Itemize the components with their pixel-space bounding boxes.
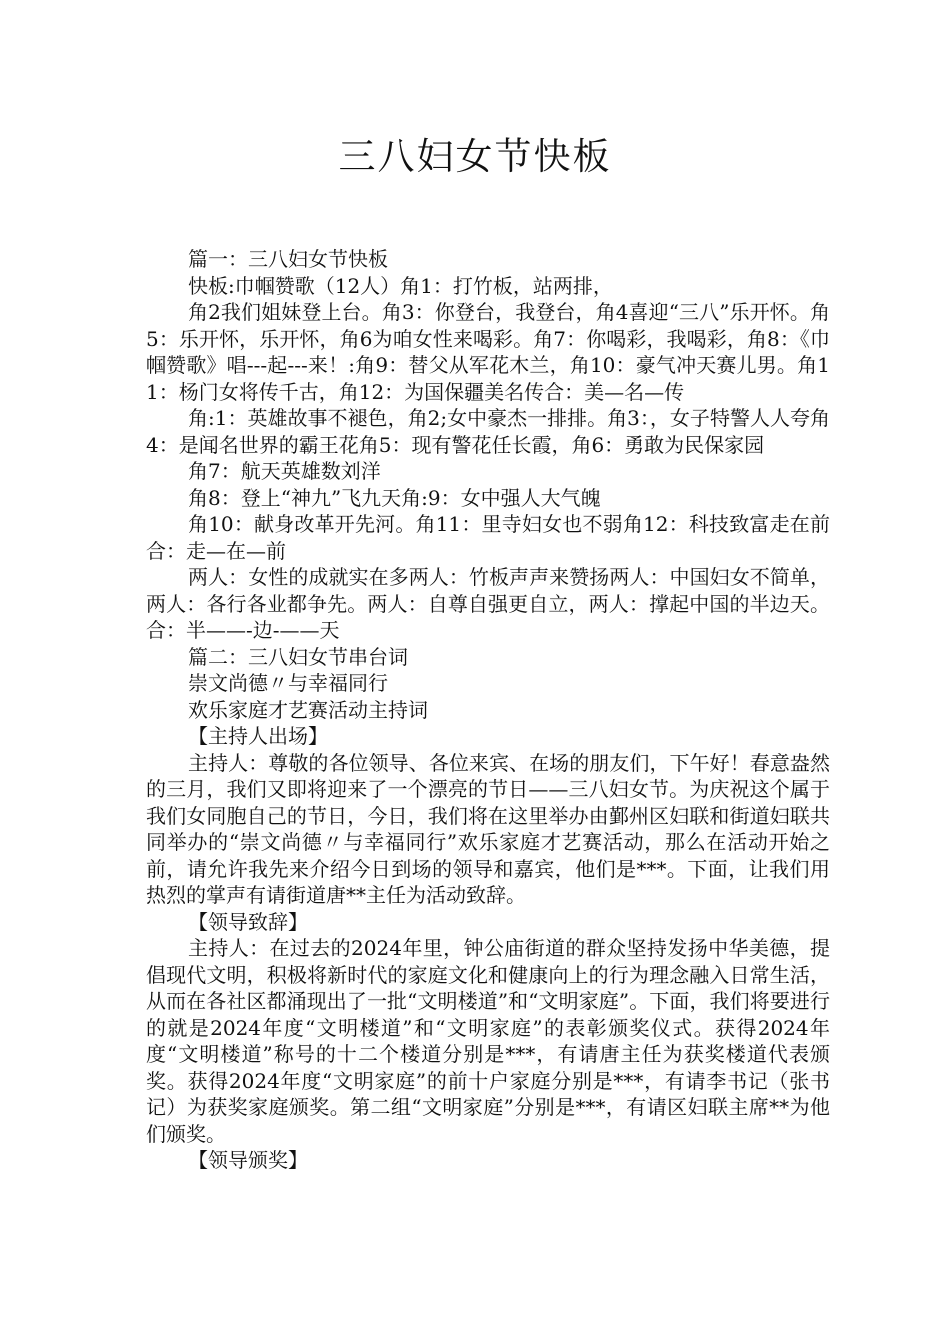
paragraph: 角2我们姐妹登上台。角3：你登台，我登台，角4喜迎“三八”乐开怀。角5：乐开怀，乐开怀，角6为咱女性来喝彩。角7：你喝彩，我喝彩，角8：《巾帼赞歌》唱---起---来！:角9：替父从军花木兰，角10：豪气冲天赛儿男。角11：杨门女将传千古，角12：为国保疆美名传合：美—名—传	[146, 300, 830, 404]
paragraph: 篇一：三八妇女节快板	[188, 247, 388, 271]
paragraph: 崇文尚德〃与幸福同行	[188, 671, 388, 695]
paragraph: 主持人：尊敬的各位领导、各位来宾、在场的朋友们，下午好！春意盎然的三月，我们又即将迎来了一个漂亮的节日——三八妇女节。为庆祝这个属于我们女同胞自己的节日，今日，我们将在这里举办由鄞州区妇联和街道妇联共同举办的“崇文尚德〃与幸福同行”欢乐家庭才艺赛活动，那么在活动开始之前，请允许我先来介绍今日到场的领导和嘉宾，他们是***。下面，让我们用热烈的掌声有请街道唐**主任为活动致辞。	[146, 750, 830, 907]
paragraph: 角10：献身改革开先河。角11：里寺妇女也不弱角12：科技致富走在前合：走—在—前	[146, 512, 830, 563]
paragraph: 两人：女性的成就实在多两人：竹板声声来赞扬两人：中国妇女不简单，两人：各行各业都争先。两人：自尊自强更自立，两人：撑起中国的半边天。合：半——-边-——天	[146, 565, 830, 642]
paragraph: 快板:巾帼赞歌（12人）角1：打竹板，站两排，	[188, 273, 613, 298]
paragraph: 角:1：英雄故事不褪色，角2;女中豪杰一排排。角3：，女子特警人人夸角4：是闻名世界的霸王花角5：现有警花任长霞，角6：勇敢为民保家园	[146, 406, 830, 457]
document-body	[146, 246, 830, 1174]
stage-direction: 【领导致辞】	[188, 909, 308, 934]
stage-direction: 【领导颁奖】	[188, 1148, 308, 1172]
paragraph: 角8：登上“神九”飞九天角:9：女中强人大气魄	[188, 485, 601, 510]
paragraph: 欢乐家庭才艺赛活动主持词	[188, 697, 428, 722]
stage-direction: 【主持人出场】	[188, 724, 328, 748]
paragraph: 主持人：在过去的2024年里，钟公庙街道的群众坚持发扬中华美德，提倡现代文明，积极将新时代的家庭文化和健康向上的行为理念融入日常生活，从而在各社区都涌现出了一批“文明楼道”和“文明家庭”。下面，我们将要进行的就是2024年度“文明楼道”和“文明家庭”的表彰颁奖仪式。获得2024年度“文明楼道”称号的十二个楼道分别是***，有请唐主任为获奖楼道代表颁奖。获得2024年度“文明家庭”的前十户家庭分别是***，有请李书记（张书记）为获奖家庭颁奖。第二组“文明家庭”分别是***，有请区妇联主席**为他们颁奖。	[146, 936, 830, 1146]
paragraph: 角7：航天英雄数刘洋	[188, 459, 381, 483]
section-heading: 篇二：三八妇女节串台词	[188, 644, 408, 669]
document-title: 三八妇女节快板	[338, 135, 612, 178]
